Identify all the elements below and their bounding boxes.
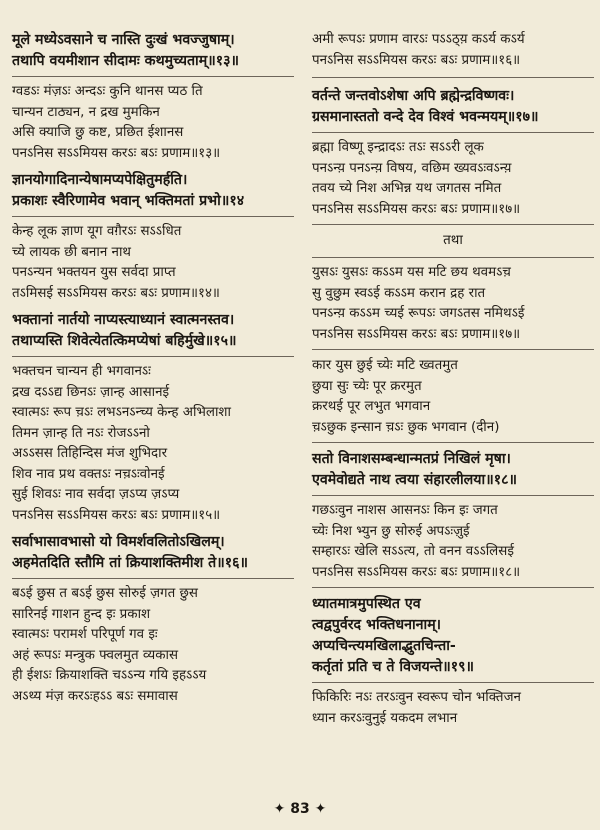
translation-line: द्रख दऽऽद्य छिनऽः ज़ान्ह आसानई bbox=[12, 384, 170, 400]
verse-block-18 bbox=[312, 449, 594, 588]
translation-line: अऽथ्य मंज़ करऽःहऽऽ बऽः समावास bbox=[12, 688, 178, 704]
sanskrit-line: सर्वाभासावभासो यो विमर्शवलितोऽखिलम्। bbox=[12, 534, 225, 550]
translation-line: च्ये लायक छी बनान नाथ bbox=[12, 244, 131, 260]
translation-line: तवय च्ये निश अभिन्न यथ जगतस नमित bbox=[312, 181, 502, 196]
translation-line: चान्यन टाठ्यन, न द्रख मुमकिन bbox=[12, 104, 160, 120]
translation-line: स्वात्मऽः परामर्श परिपूर्ण गव इः bbox=[12, 627, 158, 642]
sanskrit-line: त्वद्वपुर्वरद भक्तिधनानाम्। bbox=[312, 617, 442, 633]
translation-line: पनऽनिस सऽऽमियस करऽः बऽः प्रणाम॥१७॥ bbox=[312, 326, 521, 342]
translation-line: बऽई छुस त बऽई छुस सोरुई ज़गत छुस bbox=[12, 586, 198, 601]
sanskrit-line: सतो विनाशसम्बन्धान्मतप्रं निखिलं मृषा। bbox=[312, 451, 511, 467]
sanskrit-verse bbox=[312, 86, 594, 133]
sanskrit-verse bbox=[312, 594, 594, 683]
translation bbox=[312, 138, 594, 225]
translation-line: पनऽनिस सऽऽमियस करऽः बऽः प्रणाम॥१६॥ bbox=[312, 52, 521, 68]
sanskrit-line: प्रकाशः स्वैरिणामेव भवान् भक्तिमतां प्रभो॥१४ bbox=[12, 193, 245, 209]
translation-line: सुई शिवऽः नाव सर्वदा ज़ऽप्य ज़ऽप्य bbox=[12, 487, 180, 502]
left-column bbox=[12, 30, 294, 713]
sanskrit-line: अहमेतदिति स्तौमि तां क्रियाशक्तिमीश ते॥१६॥ bbox=[12, 555, 249, 571]
translation-line: छुया सुः च्येः पूर क्ररमुत bbox=[312, 378, 422, 394]
verse-block-15 bbox=[12, 310, 294, 526]
translation bbox=[312, 356, 594, 443]
translation bbox=[12, 222, 294, 304]
translation-line: युसऽः युसऽः कऽऽम यस मटि छय थवमऽच़ bbox=[312, 265, 511, 280]
verse-block-16 bbox=[12, 532, 294, 707]
verse-block-16-cont bbox=[312, 30, 594, 78]
translation-line: च़ऽछुक इन्सान च़ऽः छुक भगवान (दीन) bbox=[312, 419, 500, 435]
translation-line: पनऽन्य़ पनऽन्य़ विषय, वछिम ख्यवऽःवऽन्य़ bbox=[312, 160, 512, 176]
verse-block-14 bbox=[12, 170, 294, 304]
sanskrit-line: अप्यचिन्त्यमखिलाद्भुतचिन्ता- bbox=[312, 638, 456, 654]
translation bbox=[312, 501, 594, 588]
sanskrit-line: वर्तन्ते जन्तवोऽशेषा अपि ब्रह्मेन्द्रविष्णवः। bbox=[312, 88, 515, 104]
verse-block-17 bbox=[312, 86, 594, 225]
translation bbox=[12, 362, 294, 526]
translation-line: केन्ह लूक ज्ञाण यूग वग़ैरऽः सऽऽधित bbox=[12, 224, 182, 239]
translation-line: पनऽनिस सऽऽमियस करऽः बऽः प्रणाम॥१५॥ bbox=[12, 507, 221, 523]
right-column bbox=[312, 30, 594, 735]
translation-line: पनऽन्यन भक्तयन युस सर्वदा प्राप्त bbox=[12, 265, 176, 280]
translation-line: अमी रूपऽः प्रणाम वारऽः पऽऽठ्य़ कऽर्य कऽर्य bbox=[312, 32, 525, 47]
sanskrit-line: तथाप्यस्ति शिवेत्येतत्किमप्येषां बहिर्मुखे॥१५॥ bbox=[12, 333, 237, 349]
tatha-block bbox=[312, 231, 594, 350]
translation-line: शिव नाव प्रथ वक्तऽः नच़ऽःवोनई bbox=[12, 466, 165, 482]
translation-line: पनऽनिस सऽऽमियस करऽः बऽः प्रणाम॥१८॥ bbox=[312, 564, 521, 580]
sanskrit-verse bbox=[312, 449, 594, 496]
translation-line: ध्यान करऽःवुनुई यकदम लभान bbox=[312, 710, 458, 726]
translation-line: अऽऽसस तिहिन्दिस मंज शुभिदार bbox=[12, 446, 168, 461]
translation-line: ग्वडऽः मंज़ऽः अन्दऽः कुनि थानस प्यठ ति bbox=[12, 84, 203, 99]
sanskrit-line: ध्यातमात्रमुपस्थित एव bbox=[312, 596, 421, 612]
translation-line: कार युस छुई च्येः मटि ख्वतमुत bbox=[312, 358, 458, 373]
translation-line: असि क्याजि छु कष्ट, प्रछित ईशानस bbox=[12, 125, 184, 140]
translation-line: तऽमिसई सऽऽमियस करऽः बऽः प्रणाम॥१४॥ bbox=[12, 285, 220, 301]
translation-line: भक्तचन चान्यन ही भगवानऽः bbox=[12, 364, 151, 379]
sanskrit-verse bbox=[12, 532, 294, 579]
translation-line: पनऽनिस सऽऽमियस करऽः बऽः प्रणाम॥१७॥ bbox=[312, 201, 521, 217]
translation-line: अहं रूपऽः मन्त्रुक फ्वलमुत व्यकास bbox=[12, 647, 179, 663]
translation bbox=[312, 688, 594, 729]
translation-line: सारिनई गाशन हुन्द इः प्रकाश bbox=[12, 606, 151, 622]
sanskrit-line: मूले मध्येऽवसाने च नास्ति दुःखं भवज्जुषाम्। bbox=[12, 32, 235, 48]
sanskrit-line: ग्रसमानास्ततो वन्दे देव विश्वं भवन्मयम्॥१७॥ bbox=[312, 109, 539, 125]
translation-line: स्वात्मऽः रूप च़ऽः लभऽनऽन्च्य केन्ह अभिलाशा bbox=[12, 405, 231, 420]
translation-line: ही ईशऽः क्रियाशक्ति चऽऽन्य गयि इहऽऽय bbox=[12, 668, 207, 683]
translation-line: पनऽन्य़ कऽऽम च्यई रूपऽः जगऽतस नमिथऽई bbox=[312, 306, 525, 321]
sanskrit-line: ज्ञानयोगादिनान्येषामप्यपेक्षितुमर्हति। bbox=[12, 172, 188, 188]
sanskrit-line: तथापि वयमीशान सीदामः कथमुच्यताम्॥१३॥ bbox=[12, 53, 239, 69]
page-number: ✦ 83 ✦ bbox=[273, 801, 327, 817]
verse-block-13 bbox=[12, 30, 294, 164]
verse-block-17-addendum bbox=[312, 356, 594, 443]
sanskrit-verse bbox=[12, 310, 294, 357]
sanskrit-line: एवमेवोद्यते नाथ त्वया संहारलीलया॥१८॥ bbox=[312, 472, 517, 488]
translation-line: च्येः निश भ्युन छु सोरुई अपऽःज़ुई bbox=[312, 523, 470, 539]
translation-line: फिकिरिः नऽः तरऽःवुन स्वरूप चोन भक्तिजन bbox=[312, 690, 521, 705]
translation-line: सम्हारऽः खेलि सऽऽत्य, तो वनन वऽऽलिसई bbox=[312, 544, 514, 559]
translation-line: ब्रह्मा विष्णू इन्द्रादऽः तऽः सऽऽरी लूक bbox=[312, 140, 484, 155]
sanskrit-line: भक्तानां नार्तयो नाप्यस्त्याध्यानं स्वात्मनस्तव। bbox=[12, 312, 235, 328]
sanskrit-verse bbox=[12, 30, 294, 77]
translation-line: गछऽःवुन नाशस आसनऽः किन इः जगत bbox=[312, 503, 498, 518]
sanskrit-line: कर्तृतां प्रति च ते विजयन्ते॥१९॥ bbox=[312, 659, 474, 675]
translation-line: सु वुछुम स्वऽई कऽऽम करान द्रह रात bbox=[312, 285, 486, 301]
translation-line: पनऽनिस सऽऽमियस करऽः बऽः प्रणाम॥१३॥ bbox=[12, 145, 221, 161]
translation bbox=[12, 82, 294, 164]
verse-block-19 bbox=[312, 594, 594, 729]
translation bbox=[312, 30, 594, 78]
sanskrit-verse bbox=[12, 170, 294, 217]
translation-line: तिमन ज़ान्ह ति नऽः रोजऽऽनो bbox=[12, 425, 150, 441]
tatha-heading: तथा bbox=[312, 231, 594, 258]
translation bbox=[12, 584, 294, 707]
translation-line: क्ररथई पूर लभुत भगवान bbox=[312, 399, 431, 414]
translation bbox=[312, 263, 594, 350]
